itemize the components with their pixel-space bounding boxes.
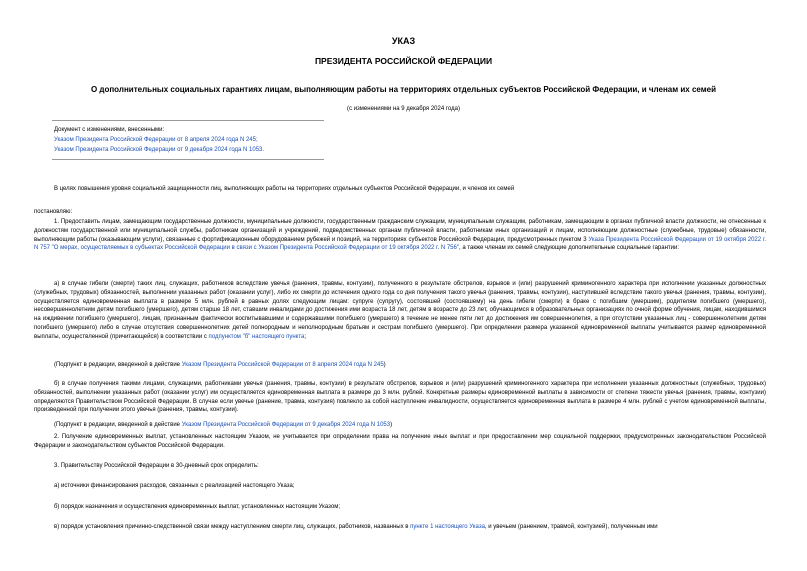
decree-word: постановляю: — [34, 209, 73, 215]
changes-label: Документ с изменениями, внесенными: — [54, 127, 165, 133]
preamble: В целях повышения уровня социальной защищенности лиц, выполняющих работы на территориях отдельных субъектов Российской Федерации, и членов их семей — [54, 186, 515, 192]
paragraph-2: 2. Получение единовременных выплат, установленных настоящим Указом, не учитывается при определении права на получение иных выплат и при предоставлении мер социальной поддержки, предусмотренных законодательством Российской Федерации и законодательством субъектов Российской Федерации. — [34, 434, 766, 449]
point-1-link[interactable]: пункте 1 настоящего Указа — [410, 524, 485, 530]
changes-box — [52, 120, 324, 160]
paragraph-1: 1. Предоставить лицам, замещающим государственные должности, муниципальные должности, государственным гражданским служащим, муниципальным служащим, работникам, замещающим в органах публичной власти должности, не отнесенные к должностям государственной или муниципальной службы, работникам организаций и учреждений, подведомственных органам публичной власти, работникам иных организаций и лицам, исполняющим должностные (служебные, трудовые) обязанности, выполняющим работы (оказывающим услуги), связанные с фортификационным оборудованием рубежей и позиций, на территориях субъектов Российской Федерации, предусмотренных пунктом 3 Указа Президента Российской Федерации от 19 октября 2022 г. N 757 "О мерах, осуществляемых в субъектах Российской Федерации в связи с Указом Президента Российской Федерации от 19 октября 2022 г. N 756", а также членам их семей следующие дополнительные социальные гарантии: — [34, 219, 767, 252]
paragraph-3b: б) порядок назначения и осуществления единовременных выплат, установленных настоящим Указом; — [54, 504, 340, 510]
paragraph-3a: а) источники финансирования расходов, связанных с реализацией настоящего Указа; — [54, 483, 295, 489]
paragraph-3: 3. Правительству Российской Федерации в 30-дневный срок определить: — [54, 463, 259, 469]
document-heading: О дополнительных социальных гарантиях лицам, выполняющим работы на территориях отдельных субъектов Российской Федерации, и членам их семей — [90, 85, 717, 94]
subparagraph-b: б) в случае получения такими лицами, служащими, работниками увечья (ранения, травмы, контузии) в результате обстрелов, взрывов и (или) разрушений криминогенного характера при исполнении указанных должностных (служебных, трудовых) обязанностей, выполнении указанных работ (оказании услуг) им осуществляется единовременная выплата в размере до 3 млн. рублей. Конкретные размеры единовременной выплаты в зависимости от степени тяжести увечья (ранения, травмы, контузии) определяются Правительством Российской Федерации. В случае если увечье (ранение, травма, контузия) повлекло за собой наступление инвалидности, осуществляется единовременная выплата в размере 4 млн. рублей с учетом единовременной выплаты, произведенной при получении этого увечья (ранения, травмы, контузии). — [34, 381, 766, 414]
subparagraph-a: а) в случае гибели (смерти) таких лиц, служащих, работников вследствие увечья (ранения, травмы, контузии), полученного в результате обстрелов, взрывов и (или) разрушений криминогенного характера при исполнении указанных должностных (служебных, трудовых) обязанностей, выполнении указанных работ (оказании услуг), либо их смерти до истечения одного года со дня получения такого увечья (ранения, травмы, контузии), наступившей вследствие такого увечья (ранения, травмы, контузии), осуществляется единовременная выплата в размере 5 млн. рублей в равных долях следующим лицам: супруге (супругу), состоявшей (состоявшему) на день гибели (смерти) в браке с погибшим (умершим), родителям погибшего (умершего), несовершеннолетним детям погибшего (умершего), детям старше 18 лет, ставшим инвалидами до достижения ими возраста 18 лет, детям в возрасте до 23 лет, обучающимся в образовательных организациях по очной форме обучения, лицам, находившимся на иждивении погибшего (умершего), лицам, признанным фактически воспитывавшими и содержавшими погибшего (умершего) в течение не менее пяти лет до достижения им совершеннолетия, а при отсутствии указанных лиц - совершеннолетним детям погибшего (умершего) либо в случае отсутствия совершеннолетних детей полнородным и неполнородным братьям и сестрам погибшего (умершего). При определении размера указанной единовременной выплаты учитывается размер единовременной выплаты, осуществленной (причитающейся) в соответствии с подпунктом "б" настоящего пункта; — [34, 281, 766, 340]
note-a-link[interactable]: Указом Президента Российской Федерации от 8 апреля 2024 года N 245 — [181, 362, 384, 368]
document-subtitle: ПРЕЗИДЕНТА РОССИЙСКОЙ ФЕДЕРАЦИИ — [314, 56, 493, 66]
note-a: (Подпункт в редакции, введенной в действие Указом Президента Российской Федерации от 8 апреля 2024 года N 245) — [54, 362, 386, 368]
note-b-link[interactable]: Указом Президента Российской Федерации от 9 декабря 2024 года N 1053 — [181, 422, 391, 428]
change-link-1053[interactable]: Указом Президента Российской Федерации от 9 декабря 2024 года N 1053. — [54, 147, 265, 153]
subparagraph-b-link[interactable]: подпунктом "б" настоящего пункта — [208, 333, 305, 340]
edition-note: (с изменениями на 9 декабря 2024 года) — [347, 106, 460, 112]
decree-757-link[interactable]: Указа Президента Российской Федерации от 19 октября 2022 г. N 757 "О мерах, осуществляемых в субъектах Российской Федерации в связи с Указом Президента Российской Федерации от 19 октября 2022 г. N 756" — [34, 236, 767, 252]
paragraph-3v: в) порядок установления причинно-следственной связи между наступлением смерти лиц, служащих, работников, названных в пункте 1 настоящего Указа, и увечьем (ранением, травмой, контузией), полученным ими — [54, 524, 658, 530]
note-b: (Подпункт в редакции, введенной в действие Указом Президента Российской Федерации от 9 декабря 2024 года N 1053) — [54, 422, 393, 428]
change-link-245[interactable]: Указом Президента Российской Федерации от 8 апреля 2024 года N 245; — [54, 137, 258, 143]
document-title: УКАЗ — [391, 36, 416, 46]
